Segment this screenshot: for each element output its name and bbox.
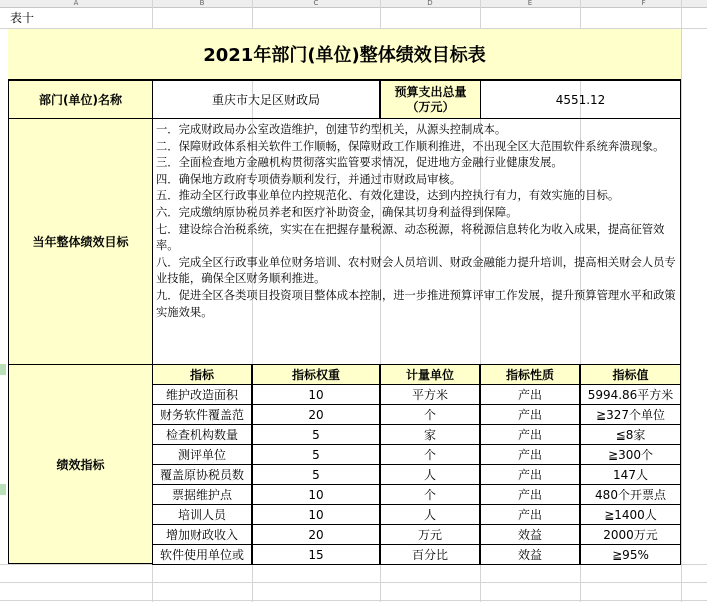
indicator-nature-cell[interactable]: 效益 bbox=[480, 544, 580, 565]
indicator-unit-cell[interactable]: 万元 bbox=[380, 524, 480, 545]
indicator-weight-cell[interactable]: 20 bbox=[252, 404, 380, 425]
indicator-name-cell[interactable]: 维护改造面积 bbox=[152, 384, 252, 405]
indicator-value-cell[interactable]: ≧1400人 bbox=[580, 504, 681, 525]
budget-total-label[interactable]: 预算支出总量（万元） bbox=[380, 80, 481, 119]
column-header-a[interactable]: A bbox=[0, 0, 153, 8]
indicator-nature-cell[interactable]: 产出 bbox=[480, 444, 580, 465]
indicator-header-nature[interactable]: 指标性质 bbox=[480, 364, 580, 385]
goal-item: 五．推动全区行政事业单位内控规范化、有效化建设，达到内控执行有力，有效实施的目标。 bbox=[156, 189, 620, 203]
annual-goals-text[interactable] bbox=[152, 118, 681, 365]
indicator-unit-cell[interactable]: 个 bbox=[380, 404, 480, 425]
goal-item: 六．完成缴纳原协税员养老和医疗补助资金，确保其切身利益得到保障。 bbox=[156, 205, 518, 219]
indicator-nature-cell[interactable]: 效益 bbox=[480, 524, 580, 545]
goal-item: 八．完成全区行政事业单位财务培训、农村财会人员培训、财政金融能力提升培训，提高相关财会人员专业技能，确保全区财务顺利推进。 bbox=[156, 255, 676, 286]
indicator-header-name[interactable]: 指标 bbox=[152, 364, 252, 385]
goal-item: 四．确保地方政府专项债券顺利发行，并通过市财政局审核。 bbox=[156, 172, 462, 186]
indicator-unit-cell[interactable]: 人 bbox=[380, 504, 480, 525]
goals-list bbox=[156, 122, 678, 321]
indicator-unit-cell[interactable]: 家 bbox=[380, 424, 480, 445]
indicator-header-unit[interactable]: 计量单位 bbox=[380, 364, 480, 385]
dept-name-value[interactable]: 重庆市大足区财政局 bbox=[152, 80, 380, 119]
indicator-weight-cell[interactable]: 5 bbox=[252, 444, 380, 465]
indicator-value-cell[interactable]: 5994.86平方米 bbox=[580, 384, 681, 405]
indicator-weight-cell[interactable]: 10 bbox=[252, 384, 380, 405]
indicator-unit-cell[interactable]: 平方米 bbox=[380, 384, 480, 405]
indicator-value-cell[interactable]: 480个开票点 bbox=[580, 484, 681, 505]
column-header-d[interactable]: D bbox=[380, 0, 481, 8]
goal-item: 三．全面检查地方金融机构贯彻落实监管要求情况，促进地方金融行业健康发展。 bbox=[156, 156, 563, 170]
indicator-unit-cell[interactable]: 个 bbox=[380, 484, 480, 505]
indicator-weight-cell[interactable]: 10 bbox=[252, 484, 380, 505]
indicator-unit-cell[interactable]: 个 bbox=[380, 444, 480, 465]
column-header-e[interactable]: E bbox=[480, 0, 581, 8]
performance-indicators-label[interactable]: 绩效指标 bbox=[8, 364, 153, 564]
indicator-nature-cell[interactable]: 产出 bbox=[480, 484, 580, 505]
indicator-name-cell[interactable]: 培训人员 bbox=[152, 504, 252, 525]
table-title[interactable]: 2021年部门(单位)整体绩效目标表 bbox=[8, 29, 681, 80]
indicator-nature-cell[interactable]: 产出 bbox=[480, 424, 580, 445]
indicator-nature-cell[interactable]: 产出 bbox=[480, 384, 580, 405]
indicator-name-cell[interactable]: 检查机构数量 bbox=[152, 424, 252, 445]
goal-item: 七．建设综合治税系统，实实在在把握存量税源、动态税源，将税源信息转化为收入成果，提高征管效率。 bbox=[156, 222, 665, 253]
indicator-value-cell[interactable]: ≦8家 bbox=[580, 424, 681, 445]
column-header-b[interactable]: B bbox=[152, 0, 253, 8]
indicator-value-cell[interactable]: ≧95% bbox=[580, 544, 681, 565]
goal-item: 一．完成财政局办公室改造维护，创建节约型机关，从源头控制成本。 bbox=[156, 123, 507, 136]
indicator-name-cell[interactable]: 测评单位 bbox=[152, 444, 252, 465]
indicator-name-cell[interactable]: 软件使用单位或 bbox=[152, 544, 252, 565]
indicator-value-cell[interactable]: ≧300个 bbox=[580, 444, 681, 465]
indicator-nature-cell[interactable]: 产出 bbox=[480, 404, 580, 425]
budget-total-value[interactable]: 4551.12 bbox=[480, 80, 681, 119]
column-header-f[interactable]: F bbox=[580, 0, 707, 8]
indicator-nature-cell[interactable]: 产出 bbox=[480, 504, 580, 525]
goal-item: 九．促进全区各类项目投资项目整体成本控制，进一步推进预算评审工作发展，提升预算管理水平和政策实施效果。 bbox=[156, 288, 676, 319]
goal-item: 二．保障财政体系相关软件工作顺畅，保障财政工作顺利推进，不出现全区大范围软件系统奔溃现象。 bbox=[156, 139, 665, 153]
indicator-unit-cell[interactable]: 百分比 bbox=[380, 544, 480, 565]
indicator-weight-cell[interactable]: 20 bbox=[252, 524, 380, 545]
annual-goals-label[interactable]: 当年整体绩效目标 bbox=[8, 118, 153, 365]
indicator-name-cell[interactable]: 财务软件覆盖范 bbox=[152, 404, 252, 425]
indicator-unit-cell[interactable]: 人 bbox=[380, 464, 480, 485]
indicator-weight-cell[interactable]: 10 bbox=[252, 504, 380, 525]
dept-name-label[interactable]: 部门(单位)名称 bbox=[8, 80, 153, 119]
indicator-name-cell[interactable]: 票据维护点 bbox=[152, 484, 252, 505]
indicator-value-cell[interactable]: 2000万元 bbox=[580, 524, 681, 545]
sheet-label-cell[interactable]: 表十 bbox=[10, 11, 35, 25]
indicator-nature-cell[interactable]: 产出 bbox=[480, 464, 580, 485]
indicator-name-cell[interactable]: 增加财政收入 bbox=[152, 524, 252, 545]
indicator-weight-cell[interactable]: 5 bbox=[252, 424, 380, 445]
indicator-value-cell[interactable]: ≧327个单位 bbox=[580, 404, 681, 425]
column-header-c[interactable]: C bbox=[252, 0, 381, 8]
indicator-header-value[interactable]: 指标值 bbox=[580, 364, 681, 385]
indicator-weight-cell[interactable]: 5 bbox=[252, 464, 380, 485]
indicator-name-cell[interactable]: 覆盖原协税员数 bbox=[152, 464, 252, 485]
indicator-weight-cell[interactable]: 15 bbox=[252, 544, 380, 565]
indicator-value-cell[interactable]: 147人 bbox=[580, 464, 681, 485]
indicator-header-weight[interactable]: 指标权重 bbox=[252, 364, 380, 385]
